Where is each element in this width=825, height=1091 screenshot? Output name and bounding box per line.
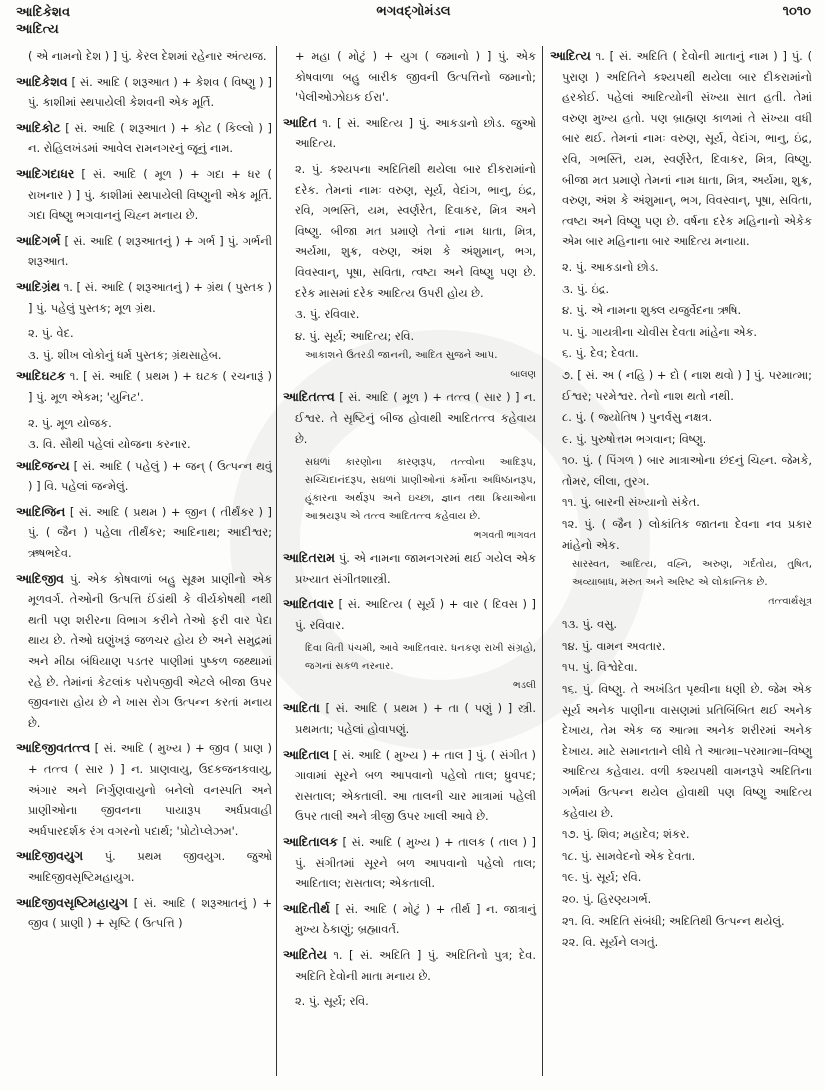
dictionary-entry [283, 113, 536, 154]
sense-item: ૨૧. વિ. અદિતિ સંબંધી; અદિતિથી ઉત્પન્ન થયેલું. [562, 913, 785, 928]
column-1 [16, 46, 272, 939]
sense-item: ૧૨. પું. ( જૈન ) લોકાંતિક જાતના દેવના નવ પ્રકાર માંહેનો એક. [562, 517, 812, 552]
definition: ૧. [ સં. આદિત્ય ] પું. આકડાનો છોડ. જુઓ આદિત્ય. [295, 115, 537, 151]
sense-item: ૧૮. પું. સામવેદનો એક દેવતા. [562, 848, 696, 863]
definition: પું. એ નામના જામનગરમાં થઈ ગયેલ એક પ્રખ્યાત સંગીતશાસ્ત્રી. [295, 551, 536, 586]
citation-quote: દિવા વિતી પંચમી, આવે આદિતવાર. ધનકણ રાખી સંગ્રહો, જગનાં સકળ નરનાર. [305, 643, 536, 673]
headword: આદિત્ય [550, 48, 591, 63]
dictionary-entry [16, 366, 272, 407]
citation-quote: સઘળાં કારણોના કારણરૂપ, તત્ત્વોના આદિરૂપ, સચ્ચિદાનંદરૂપ, સઘળાં પ્રાણીઓનાં કર્મોના અધિષ્ઠાનરૂપ, હૂંકારના અર્થરૂપ અને ઇચ્છા, જ્ઞાન તથા ક્રિયાઓના આશ્રયરૂપ એ તત્ત્વ આદિતત્ત્વ કહેવાય છે. [305, 457, 536, 523]
headword: આદિજીવયુગ [16, 848, 84, 864]
dictionary-entry [16, 277, 272, 318]
headword: આદિતાલ [283, 746, 330, 762]
sense-item: ૨. પું. મૂળ યોજક. [28, 415, 112, 430]
sense-item: ૫. પું. ગાયત્રીના ચોવીસ દેવતા માંહેના એક. [562, 324, 758, 339]
dictionary-entry [16, 164, 272, 226]
headword: આદિતત્ત્વ [283, 389, 335, 405]
headword: આદિતવાર [283, 596, 334, 612]
sense-item: ૧૪. પું. વામન અવતાર. [562, 638, 666, 653]
definition: [ સં. આદિ ( મુખ્ય ) + જીવ ( પ્રાણ ) + તત્ત્વ ( સાર ) ] ન. પ્રાણવાયુ, ઉદકજનકવાયુ, અંગાર અને નિર્ગુણવાયુનો બનેલો વનસ્પતિ અને પ્રાણીઓના જીવનના પાયારૂપ અર્ધપ્રવાહી અર્ધપારદર્શક રંગ વગરનો પદાર્થ; 'પ્રોટોપ્લેઝમ'. [28, 741, 272, 838]
sense-item: ૧૯. પું. સૂર્ય; રવિ. [562, 870, 642, 885]
dictionary-entry [283, 832, 536, 894]
sense-item: ૩. વિ. સૌથી પહેલાં યોજના કરનાર. [28, 437, 191, 452]
definition: [ સં. આદિ ( મૂળ ) + ગદા + ધર ( રાખનાર ) ] પું. કાશીમાં સ્થપાયેલી વિષ્ણુની એક મૂર્તિ. ગદા વિષ્ણુ ભગવાનનું ચિહ્ન મનાય છે. [28, 166, 272, 223]
dictionary-entry [283, 387, 536, 449]
dictionary-entry [16, 118, 272, 159]
sense-item: ૧૭. પું. શિવ; મહાદેવ; શંકર. [562, 827, 690, 842]
guide-word-first: આદિકેશવ [16, 5, 71, 20]
definition: [ સં. આદિત્ય ( સૂર્ય ) + વાર ( દિવસ ) ] પું. રવિવાર. [295, 597, 536, 632]
sense-item: ૨. પું. સૂર્ય; રવિ. [295, 994, 369, 1009]
sense-item: ૧૦. પું. ( પિંગળ ) બાર માત્રાઓના છંદનું ચિહ્ન. જેમકે, તોમર, લીલા, તુરગ. [562, 453, 812, 488]
definition: [ સં. આદિ ( મુખ્ય ) + તાલક ( તાલ ) ] પું. સંગીતમાં સૂરને બળ આપવાનો પહેલો તાલ; આદિતાલ; રાસતાલ; એકતાલી. [295, 835, 536, 891]
definition: [ સં. આદિ ( પ્રથમ ) + તા ( પણું ) ] સ્ત્રી. પ્રથમતા; પહેલાં હોવાપણું. [295, 701, 537, 737]
sense-item: ૧૩. પું. વસુ. [562, 617, 617, 632]
sense-item: ૧૫. પું. વિશ્વેદેવા. [562, 660, 638, 675]
sense-item: ૨. પું. આકડાનો છોડ. [562, 259, 659, 274]
citation-quote: સારસ્વત, આદિત્ય, વહ્નિ, અરુણ, ગર્દતોય, તુષિત, અવ્યાબાધ, મરુત અને અરિષ્ટ એ લોકાન્તિક છે. [572, 559, 812, 589]
citation-source: ભગવતી ભાગવત [473, 530, 536, 542]
sense-item: ૪. પું. સૂર્ય; આદિત્ય; રવિ. [295, 328, 415, 343]
definition: ૧. [ સં. અદિતિ ( દેવોની માતાનું નામ ) ] પું. ( પુરાણ ) અદિતિને કશ્યપથી થયેલા બાર દીકરામાંનો હરકોઈ. પહેલાં આદિત્યોની સંખ્યા સાત હતી. તેમાં વરુણ મુખ્ય હતો. પણ બ્રાહ્મણ કાળમાં તે સંખ્યા વધી બાર થઈ. તેમનાં નામઃ વરુણ, સૂર્ય, વેદાંગ, ભાનુ, ઇંદ્ર, રવિ, ગભસ્તિ, યમ, સ્વર્ણરેત, દિવાકર, મિત્ર, વિષ્ણુ. બીજા મત પ્રમાણે તેમનાં નામ ધાતા, મિત્ર, અર્યમા, શુક્ર, વરુણ, અંશ કે અંશુમાન્, ભગ, વિવસ્વાન્, પૂષા, સવિતા, ત્વષ્ટા અને વિષ્ણુ પણ છે. વર્ષના દરેક મહિનાનો એકેક એમ બાર મહિનાના બાર આદિત્ય મનાયા. [562, 49, 813, 249]
column-2 [283, 46, 536, 1013]
dictionary-entry [16, 846, 272, 887]
definition: [ સં. આદિ ( પ્રથમ ) + જીન ( તીર્થંકર ) ] પું. ( જૈન ) પહેલા તીર્થંકર; આદિનાથ; આદીશ્વર; ઋષભદેવ. [28, 504, 272, 561]
headword: આદિગ્રંથ [16, 278, 61, 294]
page-number: ૧૦૧૦ [782, 4, 811, 19]
headword: આદિતીર્થ [283, 900, 330, 916]
sense-item: ૧૧. પું. બારની સંખ્યાનો સંકેત. [562, 495, 700, 510]
headword: આદિગર્ભ [16, 232, 61, 248]
definition: ૧. [ સં. આદિ ( શરૂઆતનું ) + ગ્રંથ ( પુસ્તક ) ] પું. પહેલું પુસ્તક; મૂળ ગ્રંથ. [28, 279, 272, 315]
sense-item: ૧૬. પું. વિષ્ણુ. તે અખંડિત પૃથ્વીના ધણી છે. જેમ એક સૂર્ય અનેક પાણીના વાસણમાં પ્રતિબિંબિત થઈ અનેક દેખાય, તેમ એક જ આત્મા અનેક શરીરમાં અનેક દેખાય. માટે સમાનતાને લીધે તે આત્મા–પરમાત્મા–વિષ્ણુ આદિત્ય કહેવાય. વળી કશ્યપથી વામનરૂપે અદિતિના ગર્ભમાં ઉત્પન્ન થયેલ હોવાથી પણ વિષ્ણુ આદિત્ય કહેવાય છે. [562, 682, 812, 820]
entry-continuation: ( એ નામનો દેશ ) ] પું. કેરલ દેશમાં રહેનાર અંત્યજ. [28, 49, 267, 63]
dictionary-entry [16, 738, 272, 841]
page-header [16, 4, 811, 44]
sense-item: ૩. પું. શીખ લોકોનું ધર્મ પુસ્તક; ગ્રંથસાહેબ. [28, 347, 222, 362]
guide-word-last: આદિત્ય [16, 22, 59, 37]
dictionary-entry [16, 456, 272, 497]
definition: ૧. [ સં. અદિતિ ] પું. અદિતિનો પુત્ર; દેવ. અદિતિ દેવોની માતા મનાય છે. [295, 948, 536, 983]
definition: [ સં. આદિ ( મૂળ ) + તત્ત્વ ( સાર ) ] ન. ઈશ્વર. તે સૃષ્ટિનું બીજ હોવાથી આદિતત્ત્વ કહેવાય છે. [295, 390, 536, 446]
book-title: ભગવદ્ગોમંડલ [376, 4, 451, 19]
dictionary-entry [283, 945, 536, 986]
definition: પું. એક કોષવાળાં બહુ સૂક્ષ્મ પ્રાણીનો એક મૂળવર્ગ. તેઓની ઉત્પત્તિ ઈંડાંથી કે વીર્યકોષથી નથી થતી પણ શરીરના વિભાગ કરીને તેઓ ફરી વાર પેદા થાય છે. તેઓ ઘણુંખરૂં જળચર હોય છે અને સમુદ્રમાં અને મીઠા બંધિયાણ પડતર પાણીમાં પુષ્કળ જથ્થામાં રહે છે. તેમાંનાં કેટલાંક પરોપજીવી એટલે બીજા ઉપર જીવનારા હોય છે ને ખાસ રોગ ઉત્પન્ન કરતાં મનાય છે. [28, 571, 273, 730]
sense-item: ૭. [ સં. અ ( નહિ ) + દો ( નાશ થવો ) ] પું. પરમાત્મા; ઈશ્વર; પરમેશ્વર. તેનો નાશ થતો નથી. [562, 367, 812, 403]
dictionary-entry [283, 698, 536, 739]
entry-continuation: + મહા ( મોટું ) + યુગ ( જમાનો ) ] પું. એક કોષવાળા બહુ બારીક જીવની ઉત્પત્તિનો જમાનો; 'પેલીઓઝોઇક ઈરા'. [295, 49, 536, 105]
dictionary-entry [16, 569, 272, 734]
column-divider [542, 46, 543, 1076]
citation-source: ભડલી [513, 680, 536, 692]
headword: આદિજીવસૃષ્ટિમહાયુગ [16, 894, 128, 910]
dictionary-entry [283, 548, 536, 589]
sense-item: ૬. પું. દેવ; દેવતા. [562, 346, 639, 361]
sense-item: ૨૨. વિ. સૂર્યને લગતું. [562, 935, 659, 950]
definition: [ સં. આદિ ( શરૂઆતનું ) + જીવ ( પ્રાણી ) + સૃષ્ટિ ( ઉત્પત્તિ ) [28, 895, 273, 931]
headword: આદિકેશવ [16, 73, 68, 89]
headword: આદિજિન [16, 503, 66, 519]
sense-item: ૨. પું. વેદ. [28, 326, 74, 341]
definition: [ સં. આદિ ( શરૂઆતનું ) + ગર્ભ ] પું. ગર્ભની શરૂઆત. [28, 233, 272, 269]
sense-item: ૩. પું. ઇંદ્ર. [562, 281, 610, 296]
headword: આદિકોટ [16, 119, 61, 135]
headword: આદિતેય [283, 947, 327, 962]
definition: [ સં. આદિ ( શરૂઆત ) + કેશવ ( વિષ્ણુ ) ] પું. કાશીમાં સ્થપાયેલી કેશવની એક મૂર્તિ. [28, 74, 273, 110]
sense-item: ૮. પું. ( જ્યોતિષ ) પુનર્વસુ નક્ષત્ર. [562, 410, 713, 425]
sense-item: ૩. પું. રવિવાર. [295, 307, 360, 322]
citation-source: તત્ત્વાર્થસૂત્ર [768, 596, 812, 608]
definition: [ સં. આદિ ( શરૂઆત ) + કોટ ( કિલ્લો ) ] ન. રોહિલખંડમાં આવેલ રામનગરનું જૂનું નામ. [28, 120, 272, 156]
definition: [ સં. આદિ ( પહેલું ) + જન્ ( ઉત્પન્ન થવું ) ] વિ. પહેલાં જન્મેલું. [28, 458, 272, 494]
dictionary-entry [283, 745, 536, 827]
sense-item: ૯. પું. પુરુષોત્તમ ભગવાન; વિષ્ણુ. [562, 431, 707, 446]
sense-item: ૪. પું. એ નામના શુક્લ યજુર્વેદના ઋષિ. [562, 303, 742, 318]
headword: આદિતા [283, 700, 320, 716]
headword: આદિત [283, 114, 317, 130]
headword: આદિગદાધર [16, 165, 75, 181]
definition: ૧. [ સં. આદિ ( પ્રથમ ) + ઘટક ( રચનારૂં ) ] પું. મૂળ એકમ; 'યુનિટ'. [28, 369, 272, 404]
citation-source: બાલણ [510, 369, 536, 381]
dictionary-entry [16, 72, 272, 113]
dictionary-entry [283, 594, 536, 635]
headword: આદિતરામ [283, 550, 335, 566]
dictionary-entry [16, 231, 272, 272]
headword: આદિઘટક [16, 368, 66, 384]
column-divider [276, 46, 277, 1076]
definition: [ સં. આદિ ( મોટું ) + તીર્થ ] ન. જાત્રાનું મુખ્ય ઠેકાણું; બ્રહ્માવર્ત. [295, 901, 536, 937]
headword: આદિજન્ય [16, 457, 70, 473]
definition: [ સં. આદિ ( મુખ્ય ) + તાલ ] પું. ( સંગીત ) ગાવામાં સૂરને બળ આપવાનો પહેલો તાલ; ધ્રુવપદ; રાસતાલ; એકતાલી. આ તાલની ચાર માત્રામાં પહેલી ઉપર તાલી અને ત્રીજી ઉપર ખાલી આવે છે. [295, 747, 536, 824]
dictionary-entry [550, 46, 812, 252]
sense-item: ૨૦. પું. હિરણ્યગર્ભ. [562, 891, 652, 906]
dictionary-entry [16, 893, 272, 934]
citation-quote: આકાશને ઉતરડી જાનની, આદિત સુજને આપ. [305, 350, 498, 362]
headword: આદિતાલક [283, 834, 338, 850]
dictionary-entry [16, 502, 272, 564]
definition: પું. પ્રથમ જીવયુગ. જુઓ આદિજીવસૃષ્ટિમહાયુગ. [28, 849, 272, 884]
sense-item: ૨. પું. કશ્યપના અદિતિથી થયેલા બાર દીકરામાંનો દરેક. તેમનાં નામઃ વરુણ, સૂર્ય, વેદાંગ, ભાનુ, ઇંદ્ર, રવિ, ગભસ્તિ, યમ, સ્વર્ણરેત, દિવાકર, મિત્ર અને વિષ્ણુ. બીજા મત પ્રમાણે તેનાં નામ ધાતા, મિત્ર, અર્યમા, શુક્ર, વરુણ, અંશ કે અંશુમાન્, ભગ, વિવસ્વાન્, પૂષા, સવિતા, ત્વષ્ટા અને વિષ્ણુ પણ છે. દરેક માસમાં દરેક આદિત્ય ઉપરી હોય છે. [295, 161, 536, 300]
dictionary-entry [283, 899, 536, 940]
column-3 [550, 46, 812, 954]
headword: આદિજીવતત્ત્વ [16, 740, 91, 756]
headword: આદિજીવ [16, 570, 64, 586]
